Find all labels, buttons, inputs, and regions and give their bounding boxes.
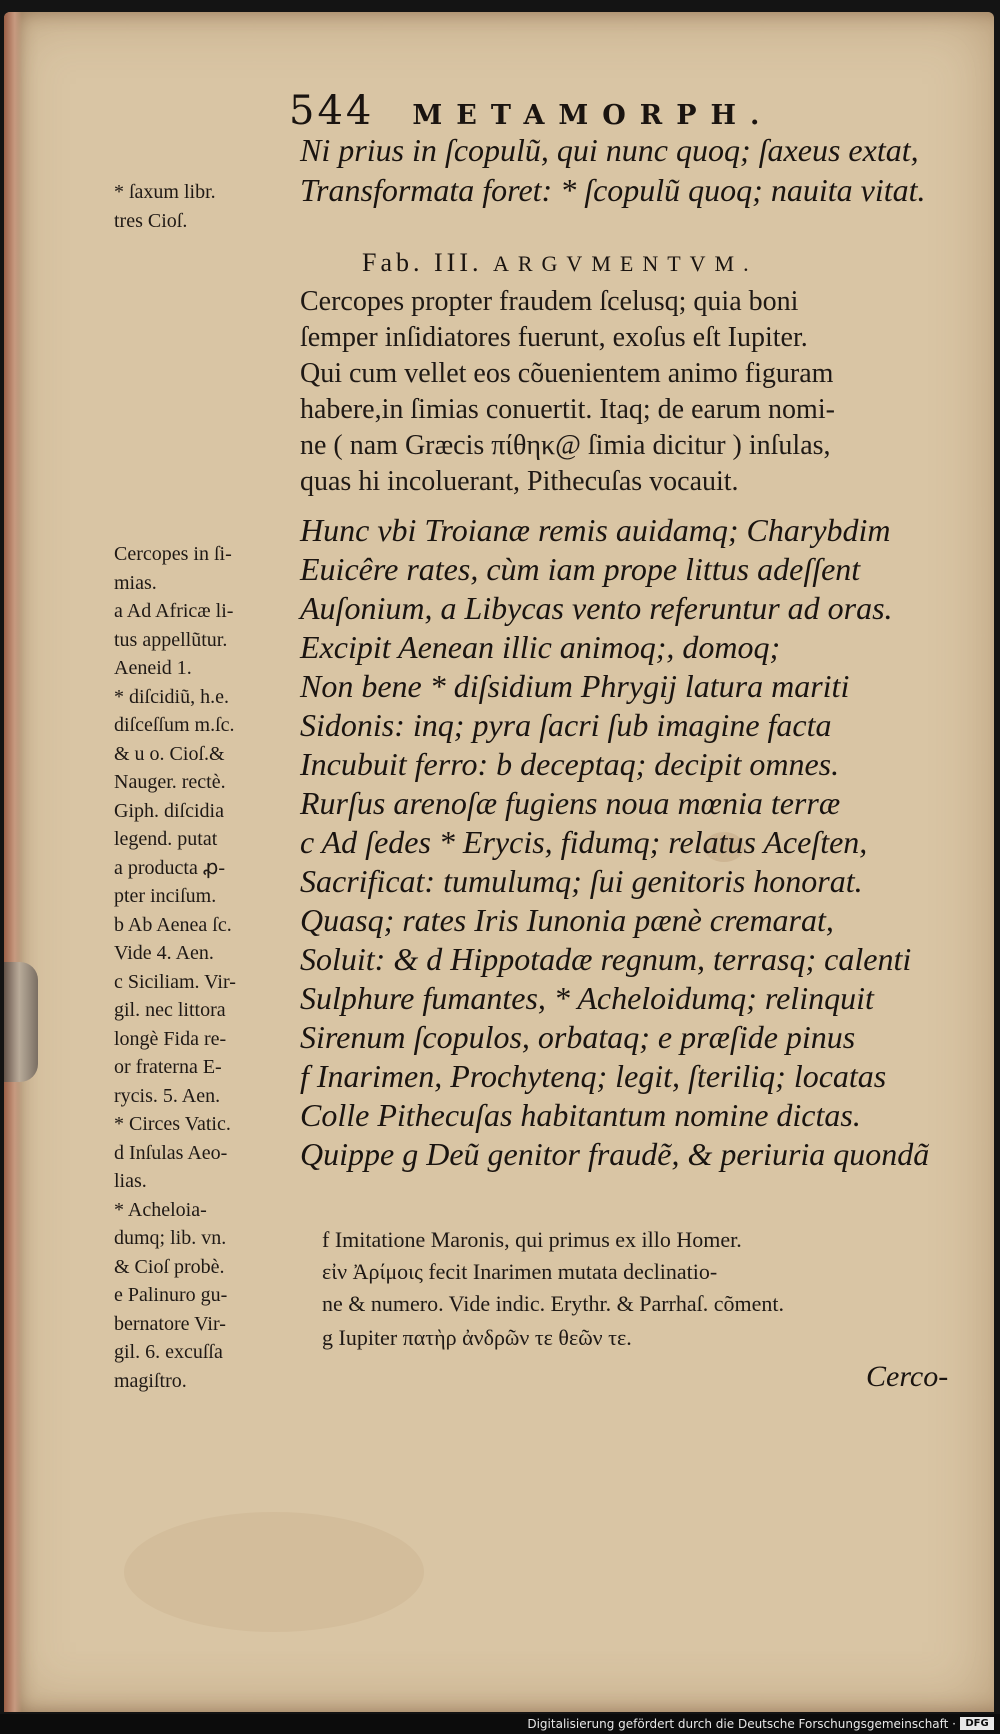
verse-line: Sidonis: inq; pyra ſacri ſub imagine facta [300,707,832,743]
footnote-line: εἰν Ἀρίμοις fecit Inarimen mutata declinatio- [322,1259,718,1284]
margin-note-line: d Inſulas Aeo- [114,1141,228,1164]
margin-note-line: b Ab Aenea ſc. [114,913,232,936]
margin-note-line: * Acheloia- [114,1198,207,1221]
margin-note-line: a producta ꝓ- [114,856,225,879]
verse-line: Hunc vbi Troianæ remis auidamq; Charybdim [300,512,891,548]
margin-note-line: Aeneid 1. [114,657,192,679]
verse-line: Incubuit ferro: b deceptaq; decipit omnes. [300,746,840,782]
margin-note-line: diſceſſum m.ſc. [114,714,235,736]
verse-line: Euicêre rates, cùm iam prope littus adeſſent [300,551,861,587]
verse-line: Quasq; rates Iris Iunonia pænè cremarat, [300,902,834,938]
catchword: Cerco- [866,1360,949,1393]
footer-credit: Digitalisierung gefördert durch die Deutsche Forschungsgemeinschaft · [527,1717,956,1731]
verse-line: Sacrificat: tumulumq; ſui genitoris honorat. [300,863,863,899]
margin-note-line: * Circes Vatic. [114,1113,231,1135]
margin-note-line: pter inciſum. [114,885,217,907]
digitization-footer [0,1714,1000,1734]
margin-note-line: bernatore Vir- [114,1312,226,1335]
footnote-line: f Imitatione Maronis, qui primus ex illo Homer. [322,1227,742,1252]
footnote-line: g Iupiter πατὴρ ἀνδρῶν τε θεῶν τε. [322,1325,632,1350]
margin-note-line: * ſaxum libr. [114,181,216,203]
margin-note-line: Giph. diſcidia [114,799,224,822]
verse-line: Excipit Aenean illic animoq;, domoq; [300,629,781,665]
margin-note-line: magiſtro. [114,1369,187,1392]
margin-note-line: c Siciliam. Vir- [114,970,236,993]
argument-line: ſemper inſidiatores fuerunt, exoſus eſt Iupiter. [300,322,808,353]
fable-label: Fab. III. [362,248,483,277]
fable-title [362,248,962,278]
verse-line: Ni prius in ſcopulũ, qui nunc quoq; ſaxeus extat, [300,132,919,168]
margin-note-line: Cercopes in ſi- [114,543,232,565]
margin-notes [114,540,299,1395]
margin-note-line: legend. putat [114,828,218,850]
margin-note-line: a Ad Africæ li- [114,600,234,622]
margin-note-line: & Cioſ probè. [114,1255,225,1278]
page-number: 544 [289,88,375,134]
argument-line: ne ( nam Græcis πίθηκ@ ſimia dicitur ) inſulas, [300,430,831,461]
verse-line: Auſonium, a Libycas vento referuntur ad oras. [300,590,893,626]
margin-note-line: or fraterna E- [114,1056,222,1078]
margin-note-line: gil. nec littora [114,999,226,1021]
argument-heading: ARGVMENTVM. [492,251,758,276]
verse-line: Sirenum ſcopulos, orbataq; e præſide pinus [300,1019,856,1055]
argument-line: Qui cum vellet eos cõuenientem animo figuram [300,358,834,389]
argument-line: Cercopes propter fraudem ſcelusq; quia boni [300,286,799,317]
book-page [4,12,994,1712]
verse-line: Rurſus arenoſæ fugiens noua mœnia terræ [300,785,841,821]
margin-note-top [114,178,299,235]
margin-note-line: rycis. 5. Aen. [114,1084,221,1107]
verse-line: Soluit: & d Hippotadæ regnum, terrasq; calenti [300,941,912,977]
margin-note-line: Vide 4. Aen. [114,942,214,964]
page-gutter-edge [4,12,22,1712]
verse-line: Sulphure fumantes, * Acheloidumq; relinquit [300,980,874,1016]
running-title: METAMORPH. [412,100,774,131]
verse-line: Transformata foret: * ſcopulũ quoq; nauita vitat. [300,172,926,208]
verse-line: f Inarimen, Prochytenq; legit, ſteriliq; locatas [300,1058,887,1094]
verse-line: c Ad ſedes * Erycis, fidumq; relatus Aceſten, [300,824,868,860]
margin-note-line: * diſcidiũ, h.e. [114,685,229,708]
margin-note-line: longè Fida re- [114,1027,227,1050]
margin-note-line: gil. 6. excuſſa [114,1341,223,1363]
margin-note-line: dumq; lib. vn. [114,1227,227,1249]
argument-line: habere,in ſimias conuertit. Itaq; de earum nomi- [300,394,835,425]
verse-line: Colle Pithecuſas habitantum nomine dictas. [300,1097,861,1133]
margin-note-line: mias. [114,571,157,594]
verse-line: Non bene * diſsidium Phrygij latura mariti [300,668,850,704]
paper-stain [124,1512,424,1632]
dfg-logo: DFG [960,1717,994,1730]
margin-note-line: Nauger. rectè. [114,771,226,793]
margin-note-line: tres Cioſ. [114,209,188,232]
margin-note-line: & u o. Cioſ.& [114,742,225,765]
footnote-line: ne & numero. Vide indic. Erythr. & Parrhaſ. cõment. [322,1291,784,1316]
margin-note-line: tus appellũtur. [114,628,228,651]
verse-line: Quippe g Deũ genitor fraudẽ, & periuria quondã [300,1136,930,1172]
book-clasp [4,962,38,1082]
margin-note-line: e Palinuro gu- [114,1284,228,1306]
margin-note-line: lias. [114,1170,147,1192]
argument-line: quas hi incoluerant, Pithecuſas vocauit. [300,466,739,497]
